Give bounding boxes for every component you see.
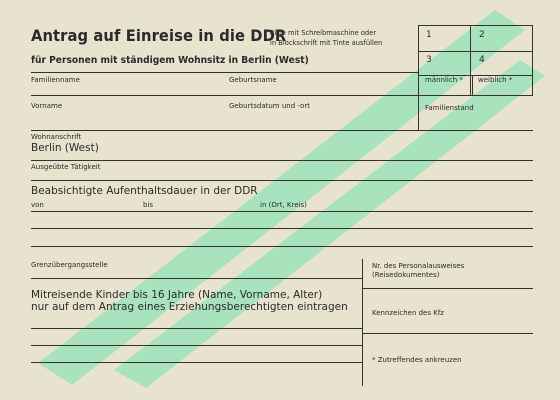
row-line-vorname-top: [31, 95, 533, 96]
label-weiblich: weiblich *: [478, 76, 513, 84]
label-von: von: [31, 201, 44, 209]
label-ausweis-line-2: (Reisedokumentes): [372, 271, 440, 279]
gender-divider: [472, 75, 473, 95]
label-wohnanschrift: Wohnanschrift: [31, 133, 82, 141]
stay-line-3: [31, 246, 533, 247]
label-familienstand: Familienstand: [425, 104, 474, 112]
box-number-4: 4: [479, 55, 485, 65]
children-line-2: [31, 345, 362, 346]
form-subtitle: für Personen mit ständigem Wohnsitz in Berlin (West): [31, 55, 309, 66]
value-wohnanschrift: Berlin (West): [31, 142, 99, 154]
row-line-name-top: [31, 72, 418, 73]
kennzeichen-line: [362, 333, 533, 334]
box-number-3: 3: [426, 55, 432, 65]
label-taetigkeit: Ausgeübte Tätigkeit: [31, 163, 101, 171]
children-line-3: [31, 362, 362, 363]
stay-line-1: [31, 211, 533, 212]
form-title: Antrag auf Einreise in die DDR: [31, 26, 287, 45]
right-column-divider: [362, 259, 363, 386]
box-grid-center-line: [470, 25, 471, 95]
label-aufenthaltsdauer: Beabsichtigte Aufenthaltsdauer in der DDR: [31, 185, 258, 197]
instructions-line-1: Bitte mit Schreibmaschine oder: [270, 29, 377, 37]
label-geburtsdatum: Geburtsdatum und -ort: [229, 102, 310, 110]
box-grid-middle-line: [418, 51, 533, 52]
label-bis: bis: [143, 201, 154, 209]
label-kinder-line-1: Mitreisende Kinder bis 16 Jahre (Name, Vorname, Alter): [31, 289, 323, 301]
label-familienname: Familienname: [31, 76, 80, 84]
label-grenzuebergang: Grenzübergangsstelle: [31, 261, 108, 269]
label-ort-kreis: in (Ort, Kreis): [260, 201, 307, 209]
label-kinder-line-2: nur auf dem Antrag eines Erziehungsberechtigten eintragen: [31, 301, 348, 313]
label-geburtsname: Geburtsname: [229, 76, 277, 84]
box-grid-left-line: [418, 25, 419, 130]
instructions-line-2: in Blockschrift mit Tinte ausfüllen: [270, 39, 383, 47]
box-grid-top-line: [418, 25, 533, 26]
ausweis-line: [362, 288, 533, 289]
label-maennlich: männlich *: [425, 76, 463, 84]
row-line-occupation-top: [31, 160, 533, 161]
green-stripe-2: [114, 60, 545, 388]
label-vorname: Vorname: [31, 102, 63, 110]
footnote-zutreffendes: * Zutreffendes ankreuzen: [372, 356, 462, 364]
children-line-1: [31, 328, 362, 329]
row-line-stay-top: [31, 180, 533, 181]
label-kennzeichen: Kennzeichen des Kfz: [372, 309, 444, 317]
box-number-1: 1: [426, 30, 432, 40]
box-grid-right-line: [532, 25, 533, 95]
border-crossing-line: [31, 278, 362, 279]
row-line-address-top: [31, 130, 533, 131]
box-number-2: 2: [479, 30, 485, 40]
label-ausweis-line-1: Nr. des Personalausweises: [372, 262, 465, 270]
stay-line-2: [31, 228, 533, 229]
